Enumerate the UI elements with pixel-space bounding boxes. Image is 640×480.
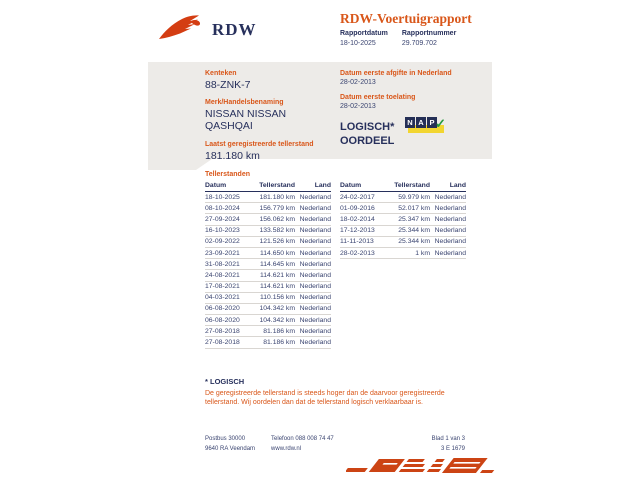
tellerstand-label: Laatst geregistreerde tellerstand: [205, 141, 314, 148]
table-row: 06-08-2020 104.342 km Nederland: [205, 303, 331, 314]
report-date-block: [340, 30, 388, 47]
table-row: 18-02-2014 25.347 km Nederland: [340, 214, 466, 225]
merk-value-line1: NISSAN NISSAN: [205, 108, 287, 120]
kenteken-value: 88-ZNK-7: [205, 79, 251, 91]
table-row: 04-03-2021 110.156 km Nederland: [205, 292, 331, 303]
column-header-datum: Datum: [340, 181, 385, 192]
table-row: 17-08-2021 114.621 km Nederland: [205, 281, 331, 292]
report-date-label: Rapportdatum: [340, 30, 388, 37]
table-row: 23-09-2021 114.650 km Nederland: [205, 247, 331, 258]
table-row: 18-10-2025 181.180 km Nederland: [205, 192, 331, 203]
table-row: 24-02-2017 59.979 km Nederland: [340, 192, 466, 203]
nap-letter-n: N: [405, 117, 415, 128]
footer-address-line2: 9640 RA Veendam: [205, 446, 256, 453]
footer-phone: Telefoon 088 008 74 47: [271, 436, 334, 442]
afgifte-value: 28-02-2013: [340, 79, 376, 86]
panel-left-column: [205, 70, 330, 162]
nap-letter-p: P: [427, 117, 437, 128]
footer-address: [205, 434, 255, 454]
table-header-row: [340, 181, 466, 192]
afgifte-label: Datum eerste afgifte in Nederland: [340, 70, 452, 77]
table-row: 01-09-2016 52.017 km Nederland: [340, 203, 466, 214]
footnote-title: * LOGISCH: [205, 377, 245, 386]
footer-page-number: Blad 1 van 3: [431, 436, 465, 442]
footer-website: www.rdw.nl: [271, 446, 302, 453]
toelating-label: Datum eerste toelating: [340, 94, 416, 101]
footer-page-info: [432, 434, 465, 454]
footer-form-code: 3 E 1679: [440, 446, 465, 453]
table-row: 02-09-2022 121.526 km Nederland: [205, 236, 331, 247]
table-row: 27-08-2018 81.186 km Nederland: [205, 337, 331, 348]
table-row: 08-10-2024 156.779 km Nederland: [205, 203, 331, 214]
kenteken-label: Kenteken: [205, 70, 237, 77]
column-header-datum: Datum: [205, 181, 250, 192]
table-row: 27-08-2018 81.186 km Nederland: [205, 326, 331, 337]
document-title: RDW-Voertuigrapport: [340, 11, 472, 26]
merk-value-line2: QASHQAI: [205, 120, 253, 132]
table-row: 28-02-2013 1 km Nederland: [340, 247, 466, 258]
tellerstanden-table-right: [340, 181, 466, 259]
oordeel-line2: OORDEEL: [340, 134, 395, 147]
report-number-block: [402, 30, 456, 47]
table-row: 17-12-2013 25.344 km Nederland: [340, 225, 466, 236]
truck-speed-graphic: [346, 455, 504, 480]
footer-contact: [271, 434, 334, 454]
tellerstand-value: 181.180 km: [205, 150, 260, 162]
nap-letter-a: A: [416, 117, 426, 128]
report-number-label: Rapportnummer: [401, 30, 457, 37]
column-header-tellerstand: Tellerstand: [385, 181, 430, 192]
table-row: 11-11-2013 25.344 km Nederland: [340, 236, 466, 247]
table-header-row: [205, 181, 331, 192]
tellerstanden-section-title: Tellerstanden: [205, 171, 250, 178]
oordeel-line1: LOGISCH*: [340, 121, 395, 133]
rdw-falcon-icon: [158, 12, 204, 47]
report-date-value: 18-10-2025: [340, 40, 376, 47]
column-header-tellerstand: Tellerstand: [250, 181, 295, 192]
table-row: 06-08-2020 104.342 km Nederland: [205, 315, 331, 326]
nap-logo: [405, 117, 449, 135]
column-header-land: Land: [430, 181, 466, 192]
table-row: 27-09-2024 156.062 km Nederland: [205, 214, 331, 225]
report-number-value: 29.709.702: [401, 40, 437, 47]
panel-right-column: [340, 70, 490, 149]
report-meta: [340, 30, 456, 47]
table-row: 16-10-2023 133.582 km Nederland: [205, 225, 331, 236]
panel-tail-decoration: [148, 159, 212, 170]
nap-letter-tiles: [405, 117, 437, 128]
rdw-logo-text: RDW: [212, 19, 257, 39]
footnote-text: De geregistreerde tellerstand is steeds hoger dan de daarvoor geregistreerde tellerstand. Wij oordelen dan dat de tellerstand logisch verklaarbaar is.: [205, 390, 445, 407]
column-header-land: Land: [295, 181, 331, 192]
table-row: 31-08-2021 114.645 km Nederland: [205, 259, 331, 270]
logisch-footnote: [205, 377, 480, 408]
table-row: 24-08-2021 114.621 km Nederland: [205, 270, 331, 281]
toelating-value: 28-02-2013: [340, 103, 376, 110]
rdw-logo: [158, 12, 257, 47]
footer-address-line1: Postbus 30000: [205, 436, 246, 442]
nap-checkmark-icon: ✓: [435, 116, 446, 131]
page-footer: [205, 434, 465, 454]
tellerstanden-table-left: [205, 181, 331, 349]
merk-label: Merk/Handelsbenaming: [205, 99, 284, 106]
